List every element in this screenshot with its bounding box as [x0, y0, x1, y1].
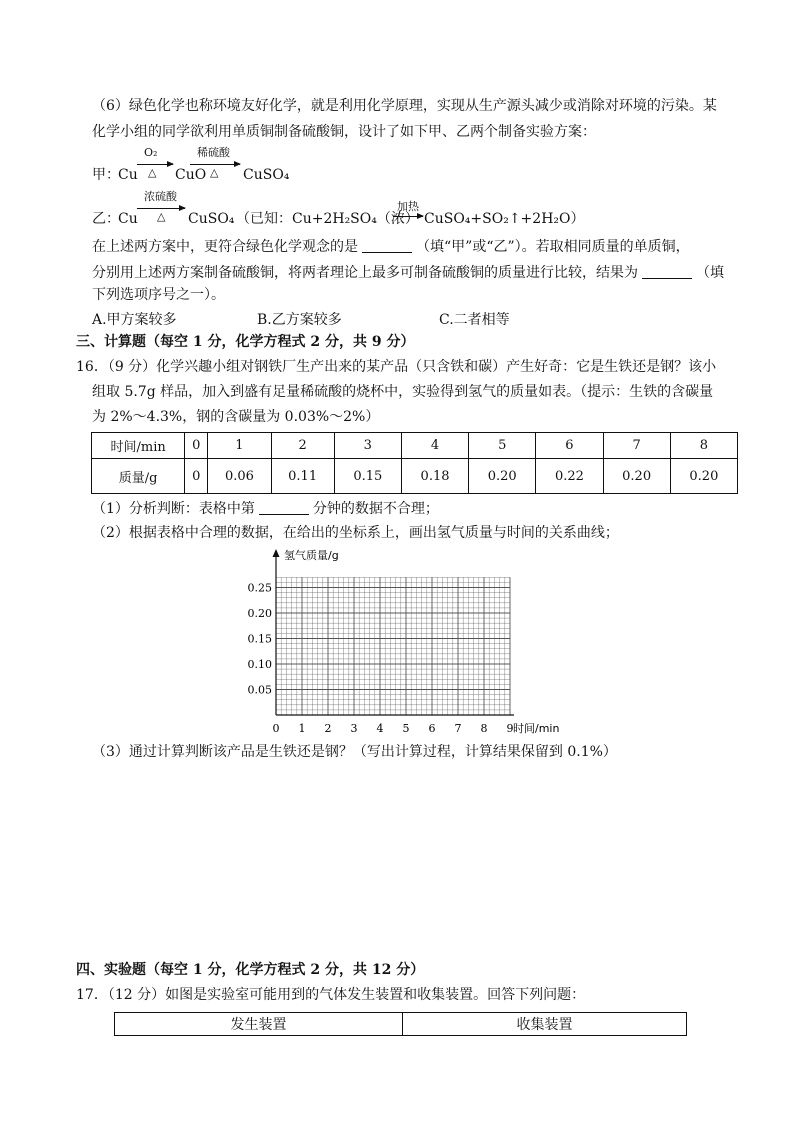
- table-cell: 7: [603, 433, 670, 459]
- y-tick-label: 0.05: [247, 683, 272, 697]
- scheme-jia-cuso4: CuSO₄: [243, 167, 290, 183]
- q16-sub-3: （3）通过计算判断该产品是生铁还是钢？（写出计算过程，计算结果保留到 0.1%）: [92, 744, 617, 760]
- scheme-jia-heat-2: △: [210, 166, 219, 179]
- scheme-jia-arrow-2: [190, 164, 240, 165]
- y-tick-label: 0.15: [247, 632, 272, 646]
- table-row-time: [92, 433, 738, 459]
- section6-question-a: 在上述两方案中，更符合绿色化学观念的是 （填“甲”或“乙”）。若取相同质量的单质铜，: [92, 239, 690, 255]
- x-tick-label: 6: [428, 722, 436, 735]
- section6-question-b: 分别用上述两方案制备硫酸铜，将两者理论上最多可制备硫酸铜的质量进行比较，结果为 （填: [92, 265, 724, 281]
- table-cell: 1: [208, 433, 271, 459]
- section6-intro-2: 化学小组的同学欲利用单质铜制备硫酸铜，设计了如下甲、乙两个制备实验方案：: [92, 124, 596, 140]
- y-tick-label: 0.10: [247, 658, 272, 671]
- scheme-jia-heat-1: △: [148, 166, 157, 179]
- table-cell: 0.22: [536, 459, 603, 494]
- scheme-yi-note-heat: 加热: [397, 200, 419, 213]
- q16-line-2: 组取 5.7g 样品，加入到盛有足量稀硫酸的烧杯中，实验得到氢气的质量如表。（提示：生铁的含碳量: [92, 384, 714, 400]
- table-cell: 0.20: [469, 459, 536, 494]
- q17-line-1: 17．（12 分）如图是实验室可能用到的气体发生装置和收集装置。回答下列问题：: [76, 987, 586, 1003]
- answer-blank-minute[interactable]: [259, 500, 309, 515]
- table-cell: 4: [401, 433, 468, 459]
- scheme-yi-label: 乙：: [92, 211, 120, 227]
- x-axis-label: 时间/min: [513, 722, 560, 735]
- x-tick-label: 9: [506, 722, 514, 735]
- scheme-yi-note-suffix: CuSO₄+SO₂↑+2H₂O）: [424, 211, 585, 227]
- scheme-yi-cu: Cu: [118, 211, 138, 227]
- table-cell: 0.15: [334, 459, 401, 494]
- option-c: C.二者相等: [439, 312, 510, 328]
- hydrogen-mass-table: [91, 432, 738, 494]
- table-row-mass: [92, 459, 738, 494]
- x-tick-label: 2: [324, 722, 332, 735]
- table-cell: 3: [334, 433, 401, 459]
- apparatus-header-row: [115, 1013, 687, 1036]
- table-cell: 6: [536, 433, 603, 459]
- q16-line-1: 16．（9 分）化学兴趣小组对钢铁厂生产出来的某产品（只含铁和碳）产生好奇：它是生铁还是钢？该小: [76, 359, 717, 375]
- x-tick-label: 5: [402, 722, 410, 735]
- table-cell: 0.06: [208, 459, 271, 494]
- scheme-jia-o2: O₂: [144, 146, 158, 159]
- x-tick-label: 1: [298, 722, 306, 735]
- section3-heading: 三、计算题（每空 1 分，化学方程式 2 分，共 9 分）: [76, 334, 415, 350]
- table-header-mass: 质量/g: [92, 459, 185, 494]
- scheme-yi-cuso4: CuSO₄: [188, 211, 235, 227]
- graph-paper-chart[interactable]: [242, 545, 572, 745]
- y-axis-arrow: [273, 549, 280, 557]
- x-tick-label: 3: [350, 722, 358, 735]
- x-tick-label: 4: [376, 722, 384, 735]
- q16-line-3: 为 2%～4.3%，钢的含碳量为 0.03%～2%）: [92, 409, 380, 425]
- table-cell: 8: [670, 433, 737, 459]
- scheme-jia-cu: Cu: [118, 167, 138, 183]
- table-cell: 0.20: [603, 459, 670, 494]
- section6-question-c: 下列选项序号之一）。: [92, 287, 225, 303]
- scheme-jia-arrow-1: [137, 164, 173, 165]
- scheme-yi-heat: △: [157, 210, 166, 223]
- option-b: B.乙方案较多: [257, 312, 342, 328]
- apparatus-table: [114, 1012, 687, 1036]
- scheme-yi-note-arrow: [393, 216, 423, 217]
- scheme-yi-acid: 浓硫酸: [144, 190, 177, 203]
- scheme-jia-acid: 稀硫酸: [197, 146, 230, 159]
- answer-blank-compare[interactable]: [642, 264, 692, 279]
- x-tick-label: 8: [480, 722, 488, 735]
- table-cell: 0: [185, 459, 208, 494]
- table-cell: 0: [185, 433, 208, 459]
- x-tick-label: 0: [272, 722, 280, 735]
- table-cell: 0.20: [670, 459, 737, 494]
- y-tick-label: 0.20: [247, 607, 272, 620]
- section4-heading: 四、实验题（每空 1 分，化学方程式 2 分，共 12 分）: [76, 962, 425, 978]
- answer-blank-green[interactable]: [362, 238, 412, 253]
- q16-sub-2: （2）根据表格中合理的数据，在给出的坐标系上，画出氢气质量与时间的关系曲线；: [92, 525, 619, 541]
- apparatus-col-collector: 收集装置: [403, 1013, 687, 1036]
- y-axis-label: 氢气质量/g: [284, 549, 339, 562]
- scheme-yi-note-prefix: （已知：Cu+2H₂SO₄（浓）: [236, 211, 419, 227]
- scheme-jia-cuo: CuO: [175, 167, 207, 183]
- apparatus-col-generator: 发生装置: [115, 1013, 403, 1036]
- table-cell: 0.18: [401, 459, 468, 494]
- x-tick-label: 7: [454, 722, 462, 735]
- scheme-yi-arrow: [137, 208, 185, 209]
- table-cell: 5: [469, 433, 536, 459]
- table-cell: 2: [271, 433, 334, 459]
- q16-sub-1: （1）分析判断：表格中第 分钟的数据不合理；: [92, 501, 439, 517]
- table-header-time: 时间/min: [92, 433, 185, 459]
- section6-intro: （6）绿色化学也称环境友好化学，就是利用化学原理，实现从生产源头减少或消除对环境的污染。某: [92, 98, 717, 114]
- y-tick-label: 0.25: [247, 581, 272, 595]
- scheme-jia-label: 甲：: [92, 167, 120, 183]
- option-a: A.甲方案较多: [92, 312, 177, 328]
- table-cell: 0.11: [271, 459, 334, 494]
